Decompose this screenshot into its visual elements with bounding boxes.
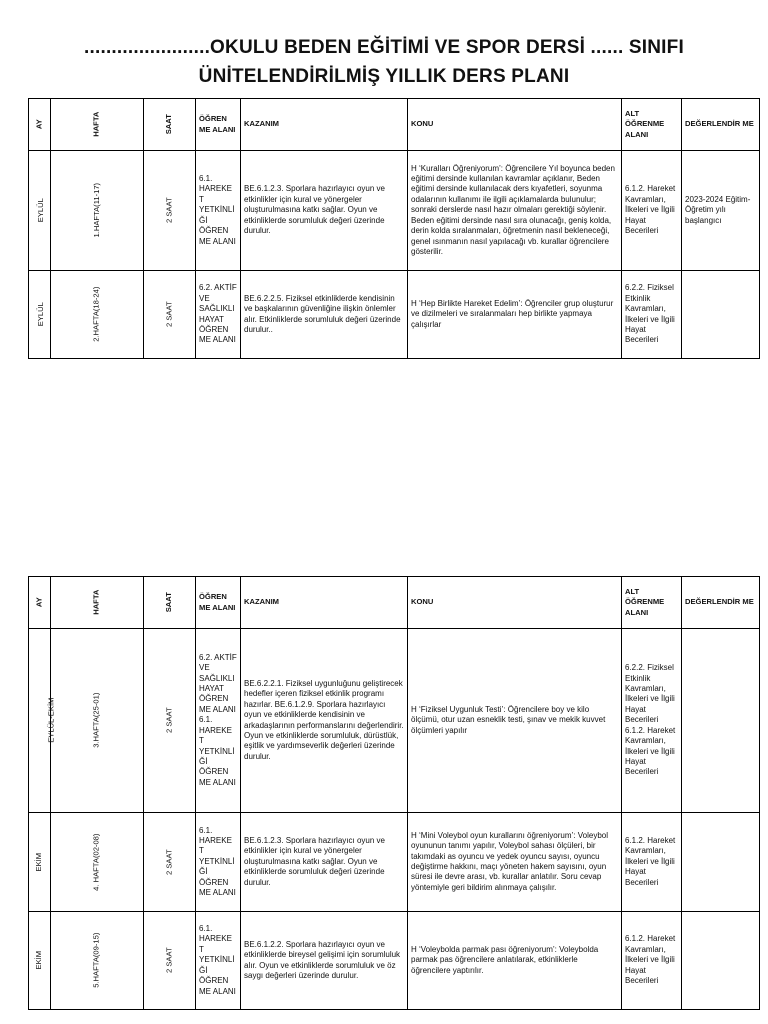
header-alt-ogrenme-alani: ALT ÖĞRENME ALANI	[622, 577, 682, 629]
cell-ay: EYLÜL	[29, 271, 51, 359]
table-row	[29, 271, 760, 359]
cell-hafta: 3.HAFTA(25-01)	[51, 629, 144, 813]
table-row	[29, 629, 760, 813]
cell-saat: 2 SAAT	[144, 912, 196, 1010]
header-ay: AY	[29, 577, 51, 629]
table-row	[29, 912, 760, 1010]
cell-alt-ogrenme-alani: 6.2.2. Fiziksel Etkinlik Kavramları, İlkeleri ve İlgili Hayat Becerileri	[622, 271, 682, 359]
cell-ay: EYLÜL	[29, 151, 51, 271]
cell-ay: EKİM	[29, 912, 51, 1010]
cell-hafta: 1.HAFTA(11-17)	[51, 151, 144, 271]
cell-saat: 2 SAAT	[144, 151, 196, 271]
cell-kazanim: BE.6.2.2.1. Fiziksel uygunluğunu geliştirecek hedefler içeren fiziksel etkinlik programı hazırlar. BE.6.1.2.9. Sporlara hazırlayıcı oyun ve etkinliklerde kendisinin ve arkadaşlarının performanslarını değerlendirir. Oyun ve etkinliklerde sorumluluk, dürüstlük, eşitlik ve yardımseverlik değerleri üzerinde durulur.	[241, 629, 408, 813]
header-saat: SAAT	[144, 577, 196, 629]
cell-saat: 2 SAAT	[144, 271, 196, 359]
document-title: .......................OKULU BEDEN EĞİTİMİ VE SPOR DERSİ ...... SINIFI	[84, 37, 684, 58]
header-degerlendirme: DEĞERLENDİR ME	[682, 577, 760, 629]
header-saat: SAAT	[144, 99, 196, 151]
cell-konu: H ‘Voleybolda parmak pası öğreniyorum’: Voleybolda parmak pas öğrencilere anlatılarak, etkinliklerle öğrencilere yaptırılır.	[408, 912, 622, 1010]
plan-table-1	[28, 98, 760, 359]
cell-hafta: 5.HAFTA(09-15)	[51, 912, 144, 1010]
cell-konu: H ‘Kuralları Öğreniyorum’: Öğrencilere Yıl boyunca beden eğitimi dersinde kullanılan kavramlar açıklanır, Beden eğitimi dersinde kullanılacak ders kıyafetleri, soyunma odalarının kullanımı ile ilgili açıklamalarda bulunulur; sonraki derslerde nasıl hazır olmaları gerektiği söylenir. Beden eğitimi dersinde nasıl sıra olunacağı, geniş kolda, derin kolda sıralanmaları, öğretmenin nasıl bekleneceği, genel ısınmanın nasıl yapılacağı vb. kurallar öğrencilere gösterilir.	[408, 151, 622, 271]
header-row	[29, 577, 760, 629]
cell-ay: EYLÜL-EKİM	[29, 629, 51, 813]
cell-degerlendirme: 2023-2024 Eğitim-Öğretim yılı başlangıcı	[682, 151, 760, 271]
cell-kazanim: BE.6.2.2.5. Fiziksel etkinliklerde kendisinin ve başkalarının güvenliğine ilişkin önlemler alır. Etkinliklerde sorumluluk değeri üzerinde durulur..	[241, 271, 408, 359]
cell-konu: H ‘Fiziksel Uygunluk Testi’: Öğrencilere boy ve kilo ölçümü, otur uzan esneklik testi, şınav ve mekik kuvvet ölçümleri yapılır	[408, 629, 622, 813]
header-alt-ogrenme-alani: ALT ÖĞRENME ALANI	[622, 99, 682, 151]
header-row	[29, 99, 760, 151]
header-kazanim: KAZANIM	[241, 577, 408, 629]
cell-ogrenme-alani: 6.1. HAREKE T YETKİNLİ Ğİ ÖĞREN ME ALANI	[196, 813, 241, 912]
header-hafta: HAFTA	[51, 99, 144, 151]
header-ogrenme-alani: ÖĞREN ME ALANI	[196, 577, 241, 629]
cell-alt-ogrenme-alani: 6.1.2. Hareket Kavramları, İlkeleri ve İlgili Hayat Becerileri	[622, 151, 682, 271]
cell-saat: 2 SAAT	[144, 813, 196, 912]
cell-alt-ogrenme-alani: 6.1.2. Hareket Kavramları, İlkeleri ve İlgili Hayat Becerileri	[622, 813, 682, 912]
cell-ogrenme-alani: 6.2. AKTİF VE SAĞLIKLI HAYAT ÖĞREN ME ALANI	[196, 271, 241, 359]
cell-konu: H ‘Mini Voleybol oyun kurallarını öğreniyorum’: Voleybol oyununun tanımı yapılır, Voleybol sahası ölçüleri, bir takımdaki as oyuncu ve yedek oyuncu sayısı, oyuncu değiştirme hakkını, maçı yöneten hakem sayısını, oyun süresi ile devre arası, vb. kurallar anlatılır. Soru cevap yöntemiyle geri bildirim alınmaya çalışılır.	[408, 813, 622, 912]
header-hafta: HAFTA	[51, 577, 144, 629]
header-ay: AY	[29, 99, 51, 151]
cell-degerlendirme	[682, 813, 760, 912]
cell-saat: 2 SAAT	[144, 629, 196, 813]
header-ogrenme-alani: ÖĞREN ME ALANI	[196, 99, 241, 151]
header-kazanim: KAZANIM	[241, 99, 408, 151]
cell-ogrenme-alani: 6.2. AKTİF VE SAĞLIKLI HAYAT ÖĞREN ME ALANI 6.1. HAREKE T YETKİNLİ Ğİ ÖĞREN ME ALANI	[196, 629, 241, 813]
cell-kazanim: BE.6.1.2.2. Sporlara hazırlayıcı oyun ve etkinliklerde bireysel gelişimi için sorumluluk alır. Oyun ve etkinliklerde sorumluluk ve öz saygı değerleri üzerinde durulur.	[241, 912, 408, 1010]
table-row	[29, 813, 760, 912]
table-row	[29, 151, 760, 271]
document-subtitle: ÜNİTELENDİRİLMİŞ YILLIK DERS PLANI	[198, 66, 570, 87]
cell-alt-ogrenme-alani: 6.1.2. Hareket Kavramları, İlkeleri ve İlgili Hayat Becerileri	[622, 912, 682, 1010]
cell-kazanim: BE.6.1.2.3. Sporlara hazırlayıcı oyun ve etkinlikler için kural ve yönergeler oluşturulmasına katkı sağlar. Oyun ve etkinliklerde sorumluluk değeri üzerinde durulur.	[241, 151, 408, 271]
header-konu: KONU	[408, 99, 622, 151]
cell-alt-ogrenme-alani: 6.2.2. Fiziksel Etkinlik Kavramları, İlkeleri ve İlgili Hayat Becerileri 6.1.2. Hareket Kavramları, İlkeleri ve İlgili Hayat Becerileri	[622, 629, 682, 813]
cell-ogrenme-alani: 6.1. HAREKE T YETKİNLİ Ğİ ÖĞREN ME ALANI	[196, 912, 241, 1010]
cell-kazanim: BE.6.1.2.3. Sporlara hazırlayıcı oyun ve etkinlikler için kural ve yönergeler oluşturulmasına katkı sağlar. Oyun ve etkinliklerde sorumluluk değeri üzerinde durulur.	[241, 813, 408, 912]
cell-hafta: 4. HAFTA(02-08)	[51, 813, 144, 912]
cell-ay: EKİM	[29, 813, 51, 912]
cell-konu: H ‘Hep Birlikte Hareket Edelim’: Öğrenciler grup oluşturur ve dizilmeleri ve sıralanmaları hep birlikte yapmaya çalışırlar	[408, 271, 622, 359]
header-konu: KONU	[408, 577, 622, 629]
cell-hafta: 2.HAFTA(18-24)	[51, 271, 144, 359]
plan-table-2	[28, 576, 760, 1010]
cell-ogrenme-alani: 6.1. HAREKE T YETKİNLİ Ğİ ÖĞREN ME ALANI	[196, 151, 241, 271]
header-degerlendirme: DEĞERLENDİR ME	[682, 99, 760, 151]
cell-degerlendirme	[682, 629, 760, 813]
cell-degerlendirme	[682, 912, 760, 1010]
cell-degerlendirme	[682, 271, 760, 359]
